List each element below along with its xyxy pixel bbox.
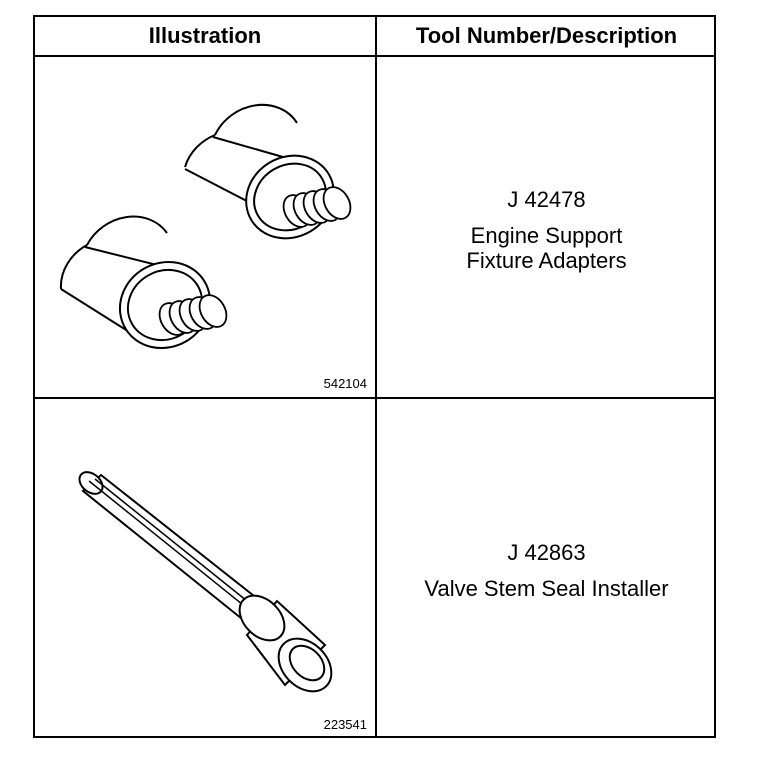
figure-number: 223541 bbox=[323, 717, 367, 732]
tool-table bbox=[33, 15, 716, 738]
row-2-description-cell bbox=[377, 540, 716, 601]
row-1-description-cell bbox=[377, 187, 716, 273]
tool-description: Engine Support Fixture Adapters bbox=[466, 223, 627, 273]
figure-number: 542104 bbox=[323, 376, 367, 391]
illustration-header: Illustration bbox=[148, 23, 262, 48]
tool-description: Valve Stem Seal Installer bbox=[424, 576, 669, 601]
row-1-illustration-cell bbox=[35, 57, 375, 397]
tool-number-description-header: Tool Number/Description bbox=[415, 23, 678, 48]
tool-number: J 42478 bbox=[507, 187, 586, 212]
valve-stem-seal-installer-icon bbox=[35, 399, 375, 738]
column-divider bbox=[375, 17, 377, 736]
engine-support-fixture-adapters-icon bbox=[35, 57, 375, 397]
row-2-illustration-cell bbox=[35, 399, 375, 738]
tool-number: J 42863 bbox=[507, 540, 586, 565]
